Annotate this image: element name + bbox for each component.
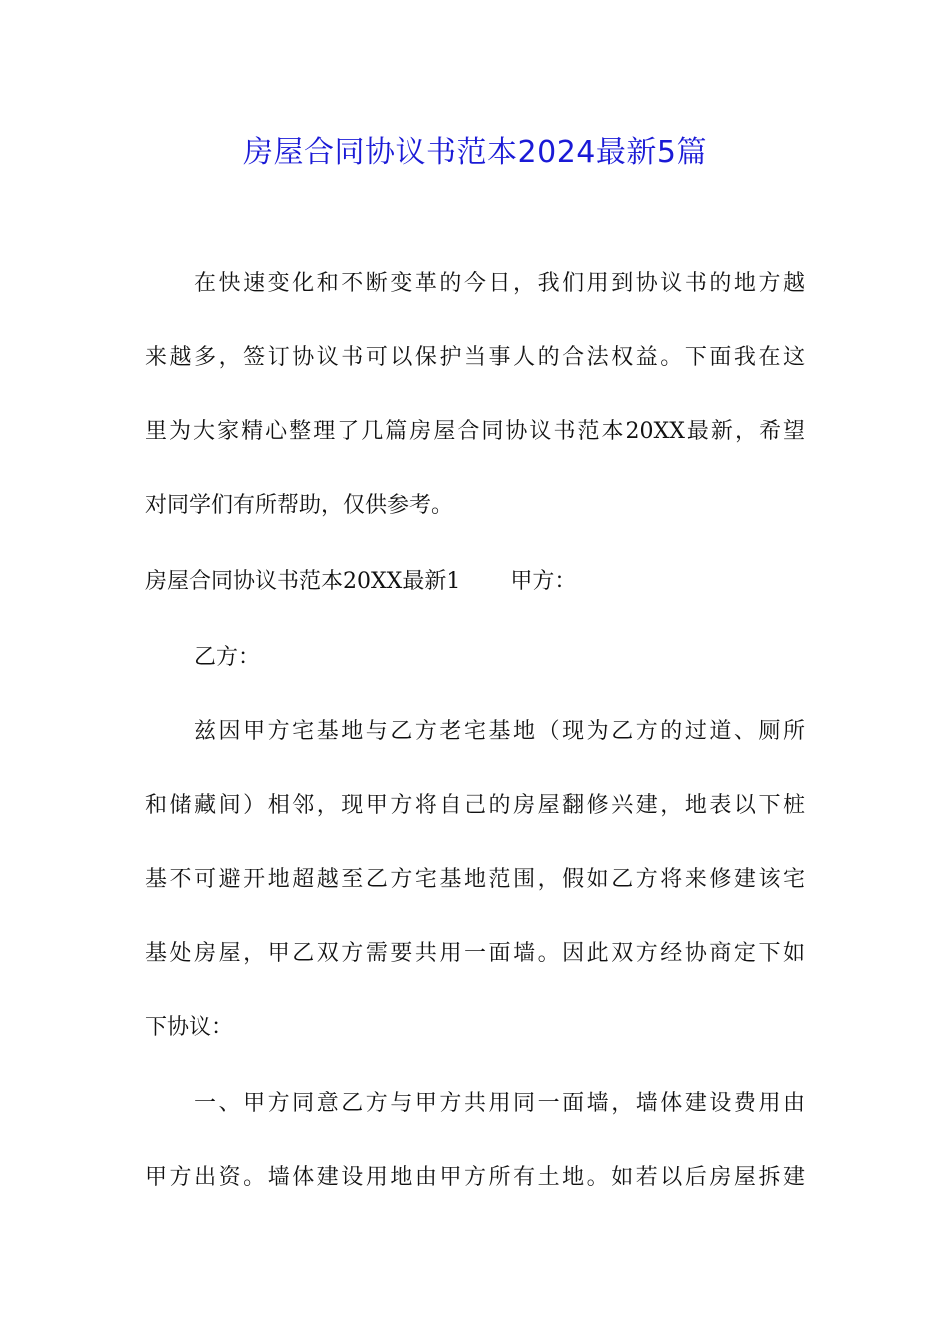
document-title: 房屋合同协议书范本2024最新5篇 (243, 135, 707, 170)
party-b-label: 乙方： (194, 645, 261, 670)
paragraph1-line-4: 基处房屋，甲乙双方需要共用一面墙。因此双方经协商定下如 (145, 941, 805, 966)
intro-line-2: 来越多，签订协议书可以保护当事人的合法权益。下面我在这 (145, 345, 805, 370)
party-a-label: 甲方： (510, 569, 577, 594)
section-heading: 房屋合同协议书范本20XX最新1 (145, 569, 461, 594)
clause1-line-2: 甲方出资。墙体建设用地由甲方所有土地。如若以后房屋拆建 (145, 1165, 805, 1190)
paragraph1-line-1: 兹因甲方宅基地与乙方老宅基地（现为乙方的过道、厕所 (194, 719, 805, 744)
intro-line-3: 里为大家精心整理了几篇房屋合同协议书范本20XX最新，希望 (145, 419, 805, 444)
intro-line-4: 对同学们有所帮助，仅供参考。 (145, 493, 454, 518)
section-heading-row (145, 562, 805, 602)
intro-line-1: 在快速变化和不断变革的今日，我们用到协议书的地方越 (194, 271, 805, 296)
paragraph1-line-5: 下协议： (145, 1015, 234, 1040)
clause1-line-1: 一、甲方同意乙方与甲方共用同一面墙，墙体建设费用由 (194, 1091, 805, 1116)
paragraph1-line-2: 和储藏间）相邻，现甲方将自己的房屋翻修兴建，地表以下桩 (145, 793, 805, 818)
paragraph1-line-3: 基不可避开地超越至乙方宅基地范围，假如乙方将来修建该宅 (145, 867, 805, 892)
